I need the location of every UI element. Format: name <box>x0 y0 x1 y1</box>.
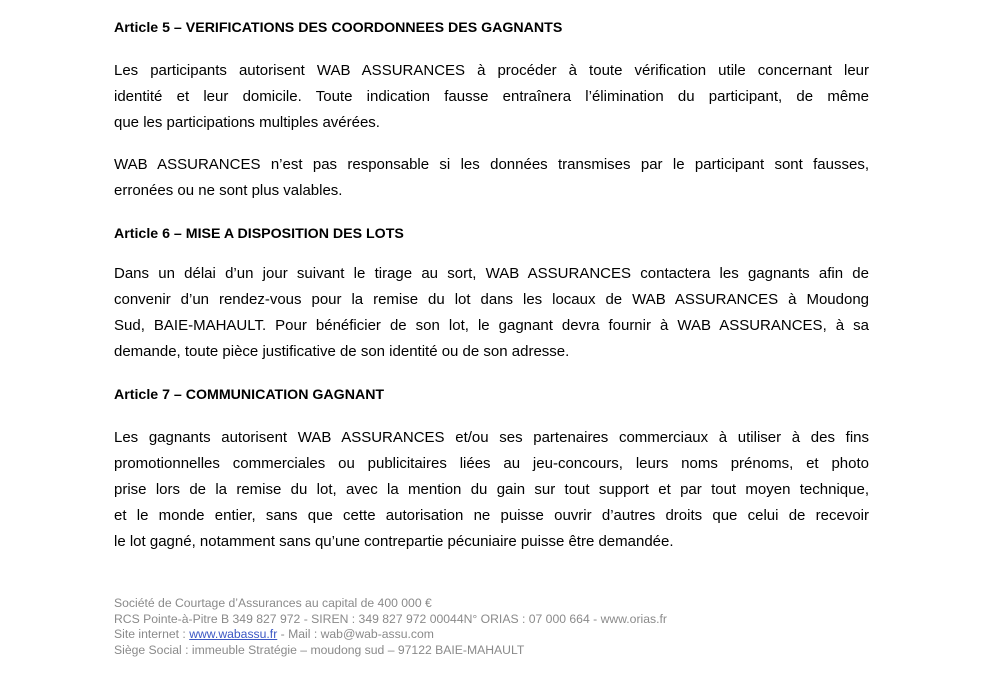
text-line: promotionnelles commerciales ou publicitaires liées au jeu-concours, leurs noms prénoms, et photo <box>114 455 869 472</box>
text-line: Les participants autorisent WAB ASSURANCES à procéder à toute vérification utile concernant leur <box>114 62 869 79</box>
text-line: que les participations multiples avérées. <box>114 114 380 131</box>
text-line: prise lors de la remise du lot, avec la mention du gain sur tout support et par tout moyen technique, <box>114 481 869 498</box>
footer-site-label: Site internet : <box>114 627 190 641</box>
article-7-heading: Article 7 – COMMUNICATION GAGNANT <box>114 387 385 403</box>
article-6-heading: Article 6 – MISE A DISPOSITION DES LOTS <box>114 226 404 242</box>
page-footer <box>114 596 874 658</box>
text-line: identité et leur domicile. Toute indication fausse entraînera l’élimination du participant, de même <box>114 88 869 105</box>
website-link[interactable]: www.wabassu.fr <box>189 627 278 641</box>
text-line: convenir d’un rendez-vous pour la remise du lot dans les locaux de WAB ASSURANCES à Moudong <box>114 291 869 308</box>
article-5-paragraph-2 <box>114 152 869 204</box>
footer-company-line: Société de Courtage d’Assurances au capital de 400 000 € <box>114 596 432 610</box>
article-5-heading: Article 5 – VERIFICATIONS DES COORDONNEES DES GAGNANTS <box>114 20 563 36</box>
text-line: WAB ASSURANCES n’est pas responsable si les données transmises par le participant sont fausses, <box>114 156 869 173</box>
article-6-paragraph-1 <box>114 261 869 365</box>
article-7-paragraph-1 <box>114 425 869 555</box>
text-line: et le monde entier, sans que cette autorisation ne puisse ouvrir d’autres droits que celui de recevoir <box>114 507 869 524</box>
footer-registration-line: RCS Pointe-à-Pitre B 349 827 972 - SIREN : 349 827 972 00044N° ORIAS : 07 000 664 - www.orias.fr <box>114 611 667 626</box>
text-line: le lot gagné, notamment sans qu’une contrepartie pécuniaire puisse être demandée. <box>114 533 674 550</box>
footer-address-line: Siège Social : immeuble Stratégie – moudong sud – 97122 BAIE-MAHAULT <box>114 642 525 657</box>
article-5-paragraph-1 <box>114 58 869 136</box>
text-line: Les gagnants autorisent WAB ASSURANCES et/ou ses partenaires commerciaux à utiliser à des fins <box>114 429 869 446</box>
text-line: demande, toute pièce justificative de son identité ou de son adresse. <box>114 343 570 360</box>
text-line: Sud, BAIE-MAHAULT. Pour bénéficier de son lot, le gagnant devra fournir à WAB ASSURANCES, à sa <box>114 317 869 334</box>
text-line: erronées ou ne sont plus valables. <box>114 182 343 199</box>
text-line: Dans un délai d’un jour suivant le tirage au sort, WAB ASSURANCES contactera les gagnants afin de <box>114 265 869 282</box>
footer-mail-text: - Mail : wab@wab-assu.com <box>277 627 434 641</box>
footer-contact-line <box>114 627 874 643</box>
